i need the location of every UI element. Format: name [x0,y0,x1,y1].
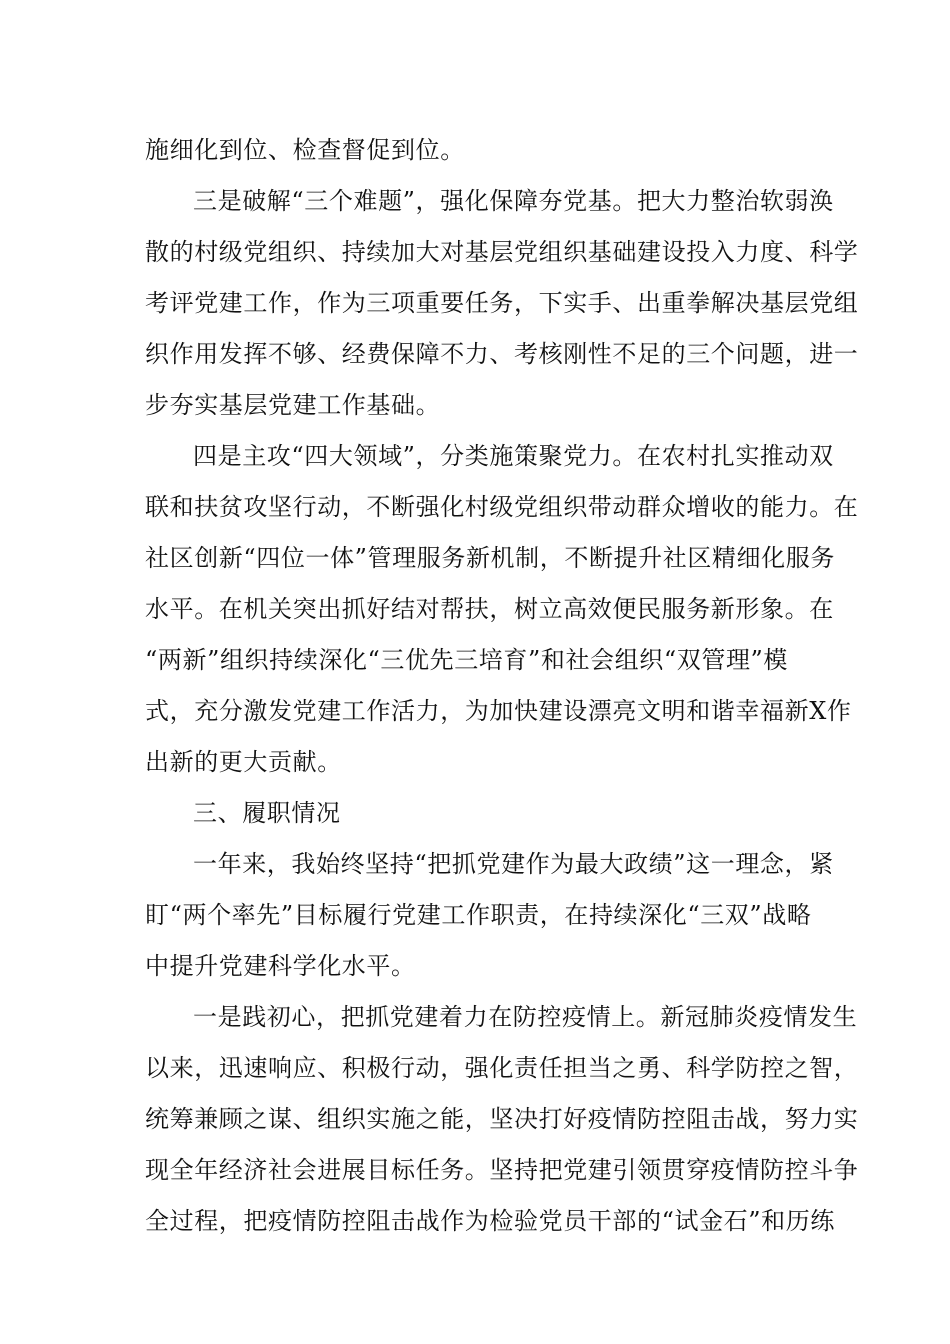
text-line-content: 统筹兼顾之谋、组织实施之能，坚决打好疫情防控阻击战，努力实 [145,1105,859,1133]
text-line-content: 出新的更大贡献。 [145,748,342,776]
text-line-content: 四是主攻“四大领域”，分类施策聚党力。在农村扎实推动双 [193,442,834,470]
text-line-content: 现全年经济社会进展目标任务。坚持把党建引领贯穿疫情防控斗争 [145,1156,859,1184]
text-line [0,385,950,425]
text-line-content: 以来，迅速响应、积极行动，强化责任担当之勇、科学防控之智， [145,1054,859,1082]
text-line-content: 盯“两个率先”目标履行党建工作职责，在持续深化“三双”战略 [145,901,812,929]
text-line-content: 一年来，我始终坚持“把抓党建作为最大政绩”这一理念，紧 [193,850,834,878]
text-line [0,1150,950,1190]
text-line-content: 织作用发挥不够、经费保障不力、考核刚性不足的三个问题，进一 [145,340,859,368]
text-line [0,946,950,986]
text-line [0,1201,950,1241]
text-line [0,640,950,680]
text-line [0,538,950,578]
text-line-content: 联和扶贫攻坚行动，不断强化村级党组织带动群众增收的能力。在 [145,493,859,521]
paragraph-first-line [0,181,950,221]
text-line [0,691,950,731]
text-line [0,130,950,170]
text-line-content: 社区创新“四位一体”管理服务新机制，不断提升社区精细化服务 [145,544,835,572]
paragraph-first-line [0,997,950,1037]
paragraph-first-line [0,844,950,884]
text-line-content: “两新”组织持续深化“三优先三培育”和社会组织“双管理”模 [145,646,789,674]
text-line-content: 散的村级党组织、持续加大对基层党组织基础建设投入力度、科学 [145,238,859,266]
text-line [0,283,950,323]
text-line-content: 施细化到位、检查督促到位。 [145,136,465,164]
text-line-content: 式，充分激发党建工作活力，为加快建设漂亮文明和谐幸福新X作 [145,697,852,725]
text-line [0,487,950,527]
text-line [0,895,950,935]
paragraph-first-line [0,436,950,476]
text-line [0,1048,950,1088]
text-line-content: 全过程，把疫情防控阻击战作为检验党员干部的“试金石”和历练 [145,1207,835,1235]
text-line-content: 步夯实基层党建工作基础。 [145,391,441,419]
section-heading [0,793,950,833]
text-line-content: 中提升党建科学化水平。 [145,952,416,980]
text-line [0,589,950,629]
text-line [0,334,950,374]
text-line-content: 三是破解“三个难题”，强化保障夯党基。把大力整治软弱涣 [193,187,834,215]
text-line [0,232,950,272]
text-line [0,1099,950,1139]
text-line-content: 考评党建工作，作为三项重要任务，下实手、出重拳解决基层党组 [145,289,859,317]
text-line [0,742,950,782]
section-heading-text: 三、履职情况 [193,799,341,827]
text-line-content: 水平。在机关突出抓好结对帮扶，树立高效便民服务新形象。在 [145,595,834,623]
text-line-content: 一是践初心，把抓党建着力在防控疫情上。新冠肺炎疫情发生 [193,1003,858,1031]
